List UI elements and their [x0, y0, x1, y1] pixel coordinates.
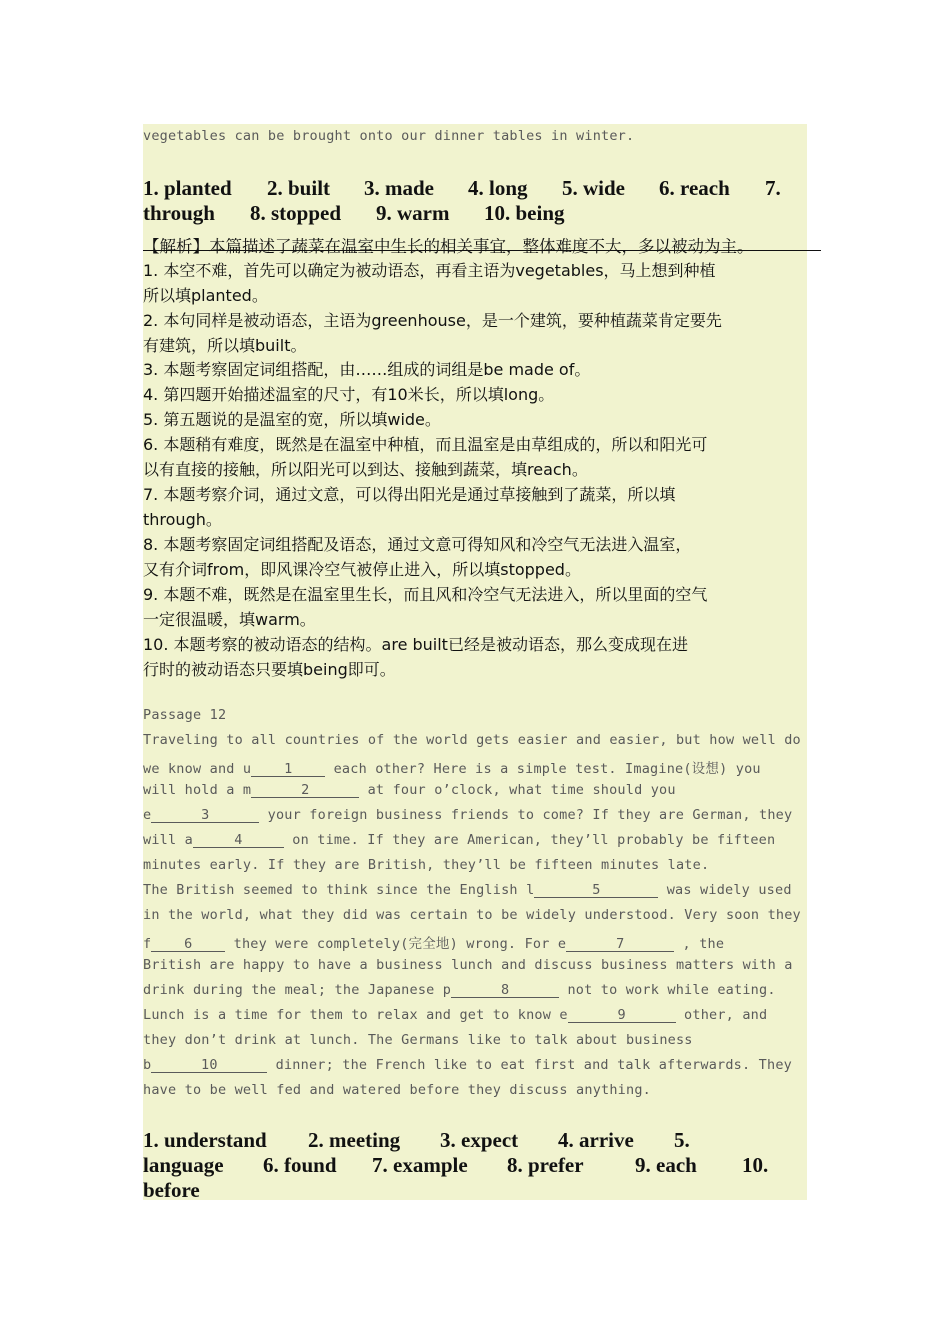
analysis-line: 10. 本题考察的被动语态的结构。are built已经是被动语态，那么变成现在进 [143, 635, 688, 654]
analysis-line: 6. 本题稍有难度，既然是在温室中种植，而且温室是由草组成的，所以和阳光可 [143, 435, 708, 454]
answer-item: 3. made [364, 176, 434, 200]
passage-line: b 10 dinner; the French like to eat first and talk afterwards. They [143, 1057, 792, 1073]
answer-item: 4. arrive [558, 1128, 634, 1152]
blank-3: 3 [151, 808, 259, 823]
divider [143, 250, 821, 251]
analysis-line: 7. 本题考察介词，通过文意，可以得出阳光是通过草接触到了蔬菜，所以填 [143, 485, 676, 504]
analysis-line: 又有介词from，即风课冷空气被停止进入，所以填stopped。 [143, 560, 581, 579]
analysis-line: 有建筑，所以填built。 [143, 336, 307, 355]
analysis-line: 3. 本题考察固定词组搭配，由……组成的词组是be made of。 [143, 360, 591, 379]
passage-line: The British seemed to think since the English l 5 was widely used [143, 882, 792, 898]
passage-title: Passage 12 [143, 707, 227, 723]
blank-10: 10 [151, 1058, 267, 1073]
blank-8: 8 [451, 983, 559, 998]
analysis-line: 行时的被动语态只要填being即可。 [143, 660, 396, 679]
answer-item: 2. built [267, 176, 331, 200]
answer-item: 9. warm [376, 201, 450, 225]
analysis-header: 【解析】本篇描述了蔬菜在温室中生长的相关事宜，整体难度不大，多以被动为主。 [143, 237, 754, 256]
answer-item: language [143, 1153, 224, 1177]
analysis-line: through。 [143, 510, 222, 529]
passage-line: minutes early. If they are British, they’ll be fifteen minutes late. [143, 857, 710, 873]
answer-item: 5. wide [562, 176, 625, 200]
analysis-line: 所以填planted。 [143, 286, 268, 305]
analysis-line: 4. 第四题开始描述温室的尺寸，有10米长，所以填long。 [143, 385, 555, 404]
passage-line: drink during the meal; the Japanese p 8 not to work while eating. [143, 982, 776, 998]
blank-2: 2 [251, 783, 359, 798]
analysis-line: 以有直接的接触，所以阳光可以到达、接触到蔬菜，填reach。 [143, 460, 588, 479]
answer-item: 9. each [635, 1153, 697, 1177]
passage-line: they don’t drink at lunch. The Germans like to talk about business [143, 1032, 693, 1048]
answer-item: 6. found [263, 1153, 337, 1177]
analysis-line: 一定很温暖，填warm。 [143, 610, 316, 629]
answer-item: 10. [742, 1153, 769, 1177]
passage-line: in the world, what they did was certain to be widely understood. Very soon they [143, 907, 801, 923]
answer-item: 1. planted [143, 176, 232, 200]
answer-item: before [143, 1178, 200, 1202]
answer-item: 2. meeting [308, 1128, 401, 1152]
analysis-line: 2. 本句同样是被动语态，主语为greenhouse，是一个建筑，要种植蔬菜肯定要先 [143, 311, 722, 330]
answer-item: through [143, 201, 215, 225]
analysis-line: 8. 本题考察固定词组搭配及语态，通过文意可得知风和冷空气无法进入温室， [143, 535, 692, 554]
blank-4: 4 [193, 833, 284, 848]
blank-5: 5 [534, 883, 658, 898]
blank-9: 9 [568, 1008, 676, 1023]
analysis-line: 5. 第五题说的是温室的宽，所以填wide。 [143, 410, 441, 429]
blank-7: 7 [566, 937, 674, 952]
answer-item: 7. [765, 176, 781, 200]
passage-line: Traveling to all countries of the world gets easier and easier, but how well do [143, 732, 801, 748]
answer-item: 4. long [468, 176, 528, 200]
answer-item: 8. stopped [250, 201, 342, 225]
passage-line: will hold a m 2 at four o’clock, what time should you [143, 782, 676, 798]
passage-line: Lunch is a time for them to relax and get to know e 9 other, and [143, 1007, 768, 1023]
answer-item: 5. [674, 1128, 690, 1152]
blank-1: 1 [251, 762, 325, 777]
passage-line: we know and u 1 each other? Here is a simple test. Imagine(设想) you [143, 761, 761, 777]
answer-item: 6. reach [659, 176, 730, 200]
analysis-line: 1. 本空不难，首先可以确定为被动语态，再看主语为vegetables，马上想到种植 [143, 261, 716, 280]
passage-line: f 6 they were completely(完全地) wrong. For e 7 , the [143, 936, 725, 952]
answer-item: 7. example [372, 1153, 468, 1177]
answer-item: 8. prefer [507, 1153, 584, 1177]
passage-line: British are happy to have a business lunch and discuss business matters with a [143, 957, 793, 973]
answer-item: 3. expect [440, 1128, 519, 1152]
top-sentence: vegetables can be brought onto our dinner tables in winter. [143, 128, 635, 144]
blank-6: 6 [151, 937, 225, 952]
answer-item: 1. understand [143, 1128, 267, 1152]
answer-item: 10. being [484, 201, 565, 225]
passage-line: e 3 your foreign business friends to come? If they are German, they [143, 807, 793, 823]
analysis-line: 9. 本题不难，既然是在温室里生长，而且风和冷空气无法进入，所以里面的空气 [143, 585, 708, 604]
passage-line: will a 4 on time. If they are American, they’ll probably be fifteen [143, 832, 776, 848]
passage-line: have to be well fed and watered before they discuss anything. [143, 1082, 651, 1098]
